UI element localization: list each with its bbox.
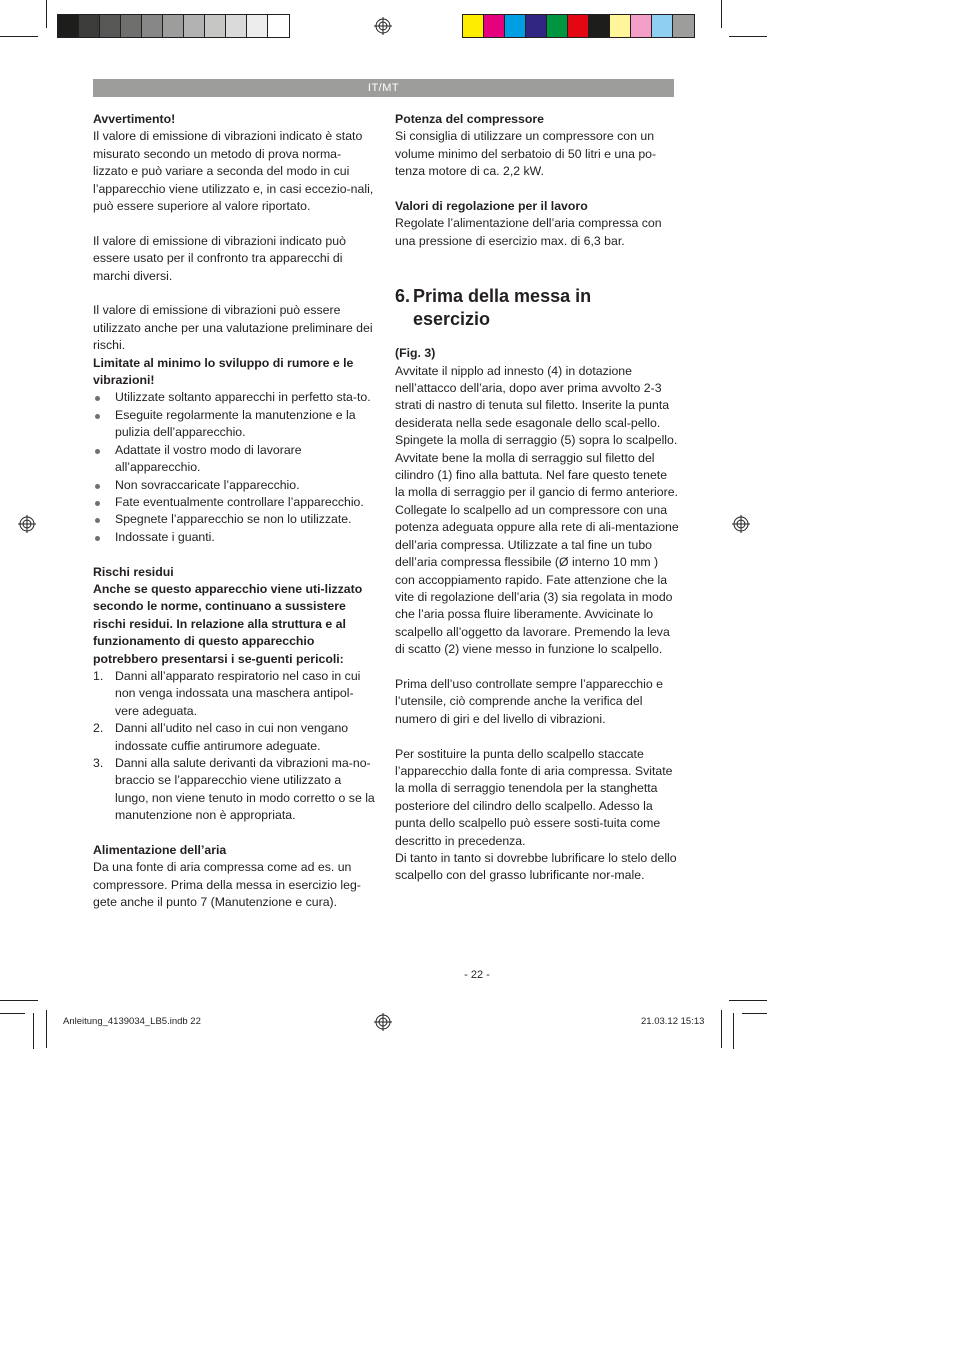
crop-mark xyxy=(742,1013,767,1014)
crop-mark xyxy=(0,1000,38,1001)
work-values-title: Valori di regolazione per il lavoro xyxy=(395,199,588,214)
residual-risks-intro: Anche se questo apparecchio viene uti-lizzato secondo le norme, continuano a sussistere rischi residui. In relazione alla struttura e al funzionamento di questo apparecchio potrebbero presentarsi i se-guenti pericoli: xyxy=(93,581,363,666)
crop-mark xyxy=(0,1013,25,1014)
crop-mark xyxy=(33,1013,34,1049)
process-color-bar xyxy=(462,14,695,38)
crop-mark xyxy=(721,0,722,28)
color-swatch xyxy=(205,15,226,37)
color-swatch xyxy=(673,15,694,37)
color-swatch xyxy=(589,15,610,37)
crop-mark xyxy=(46,1010,47,1048)
color-swatch xyxy=(79,15,100,37)
list-text: Danni alla salute derivanti da vibrazioni ma-no-braccio se l’apparecchio viene utilizzato a lungo, non viene tenuto in modo corretto o se la manutenzione non è appropriata. xyxy=(115,755,375,823)
section-title-line1: Prima della messa in xyxy=(413,286,592,307)
color-swatch xyxy=(100,15,121,37)
assembly-paragraph: Avvitate il nipplo ad innesto (4) in dotazione nell’attacco dell’aria, dopo aver prima avvolto 2-3 strati di nastro di tenuta sul filetto. Inserite la punta desiderata nella sede esagonale dello scal-pello. Spingete la molla di serraggio (5) sopra lo scalpello. Avvitate bene la molla di serraggio sul filetto del cilindro (1) fino alla battuta. Nel fare questo tenete la molla di serraggio per il gancio di fermo anteriore. xyxy=(395,363,678,500)
replace-tip-paragraph: Per sostituire la punta dello scalpello staccate l’apparecchio dalla fonte di aria compressa. Svitate la molla di serraggio tenendola per la stanghetta posteriore del cilindro dello scalpello. Adesso la punta dello scalpello può essere sosti-tuita come descritto in precedenza. xyxy=(395,746,673,848)
list-number: 2. xyxy=(93,721,104,736)
tips-list xyxy=(93,389,375,546)
grayscale-color-bar xyxy=(57,14,290,38)
color-swatch xyxy=(163,15,184,37)
crop-mark xyxy=(0,36,38,37)
figure-reference: (Fig. 3) xyxy=(395,346,436,361)
list-text: Danni all’apparato respiratorio nel caso in cui non venga indossata una maschera antipol-vere adeguata. xyxy=(115,668,361,718)
section-heading xyxy=(395,285,680,331)
air-supply-text: Da una fonte di aria compressa come ad es. un compressore. Prima della messa in esercizio leg-gete anche il punto 7 (Manutenzione e cura). xyxy=(93,860,361,910)
color-swatch xyxy=(184,15,205,37)
compressor-title: Potenza del compressore xyxy=(395,112,544,126)
color-swatch xyxy=(121,15,142,37)
limit-noise-title: Limitate al minimo lo sviluppo di rumore e le vibrazioni! xyxy=(93,355,354,388)
color-swatch xyxy=(631,15,652,37)
language-header: IT/MT xyxy=(93,79,674,97)
risk-assessment-paragraph: Il valore di emissione di vibrazioni può essere utilizzato anche per una valutazione preliminare dei rischi. xyxy=(93,303,373,353)
lubrication-paragraph: Di tanto in tanto si dovrebbe lubrificare lo stelo dello scalpello con del grasso lubrificante nor-male. xyxy=(395,850,677,883)
registration-mark-icon xyxy=(732,515,750,533)
color-swatch xyxy=(142,15,163,37)
color-swatch xyxy=(247,15,268,37)
color-swatch xyxy=(463,15,484,37)
warning-title: Avvertimento! xyxy=(93,112,176,126)
color-swatch xyxy=(484,15,505,37)
footer-file: Anleitung_4139034_LB5.indb 22 xyxy=(63,1016,201,1027)
crop-mark xyxy=(729,1000,767,1001)
compressor-text: Si consiglia di utilizzare un compressore con un volume minimo del serbatoio di 50 litri e una po-tenza motore di ca. 2,2 kW. xyxy=(395,129,657,179)
comparison-paragraph: Il valore di emissione di vibrazioni indicato può essere usato per il confronto tra apparecchi di marchi diversi. xyxy=(93,233,346,283)
color-swatch xyxy=(652,15,673,37)
section-title-line2: esercizio xyxy=(413,309,491,330)
list-item: Adattate il vostro modo di lavorare all’apparecchio. xyxy=(93,442,375,477)
connection-paragraph: Collegate lo scalpello ad un compressore con una potenza adeguata oppure alla rete di ali-mentazione dell’aria compressa. Utilizzate a tal fine un tubo dell’aria compressa flessibile (Ø interno 10 mm ) con accoppiamento rapido. Fate attenzione che la vite di regolazione dell’aria (3) sia regolata in modo che l’aria possa fluire liberamente. Avvicinate lo scalpello all’oggetto da lavorare. Premendo la leva di scatto (2) viene messo in funzione lo scalpello. xyxy=(395,502,679,657)
crop-mark xyxy=(729,36,767,37)
left-column xyxy=(93,111,375,912)
list-item xyxy=(93,755,375,825)
residual-risks-title: Rischi residui xyxy=(93,564,174,579)
list-item: Spegnete l’apparecchio se non lo utilizzate. xyxy=(93,511,375,528)
footer-date: 21.03.12 15:13 xyxy=(641,1016,705,1027)
warning-text: Il valore di emissione di vibrazioni indicato è stato misurato secondo un metodo di prova norma-lizzato e può variare a seconda del modo in cui l’apparecchio viene utilizzato e, in casi eccezio-nali, può essere superiore al valore riportato. xyxy=(93,129,374,214)
work-values-text: Regolate l’alimentazione dell’aria compressa con una pressione di esercizio max. di 6,3 bar. xyxy=(395,216,662,248)
check-paragraph: Prima dell’uso controllate sempre l’apparecchio e l’utensile, ciò comprende anche la verifica del numero di giri e del livello di vibrazioni. xyxy=(395,676,663,726)
list-item: Non sovraccaricate l’apparecchio. xyxy=(93,477,375,494)
crop-mark xyxy=(721,1010,722,1048)
section-number: 6. xyxy=(395,286,411,307)
page-number: - 22 - xyxy=(464,969,490,981)
color-swatch xyxy=(268,15,289,37)
list-item xyxy=(93,668,375,720)
registration-mark-icon xyxy=(18,515,36,533)
list-item: Indossate i guanti. xyxy=(93,529,375,546)
air-supply-title: Alimentazione dell’aria xyxy=(93,843,227,857)
color-swatch xyxy=(505,15,526,37)
color-swatch xyxy=(610,15,631,37)
color-swatch xyxy=(526,15,547,37)
list-text: Danni all’udito nel caso in cui non vengano indossate cuffie antirumore adeguate. xyxy=(115,721,349,753)
list-number: 1. xyxy=(93,668,104,683)
list-item xyxy=(93,720,375,755)
crop-mark xyxy=(733,1013,734,1049)
color-swatch xyxy=(547,15,568,37)
list-item: Fate eventualmente controllare l’apparecchio. xyxy=(93,494,375,511)
registration-mark-icon xyxy=(374,17,392,35)
right-column xyxy=(395,111,680,885)
list-item: Utilizzate soltanto apparecchi in perfetto sta-to. xyxy=(93,389,375,406)
color-swatch xyxy=(58,15,79,37)
color-swatch xyxy=(568,15,589,37)
registration-mark-icon xyxy=(374,1013,392,1031)
crop-mark xyxy=(46,0,47,28)
list-item: Eseguite regolarmente la manutenzione e la pulizia dell’apparecchio. xyxy=(93,407,375,442)
color-swatch xyxy=(226,15,247,37)
risks-list xyxy=(93,668,375,825)
list-number: 3. xyxy=(93,755,104,770)
